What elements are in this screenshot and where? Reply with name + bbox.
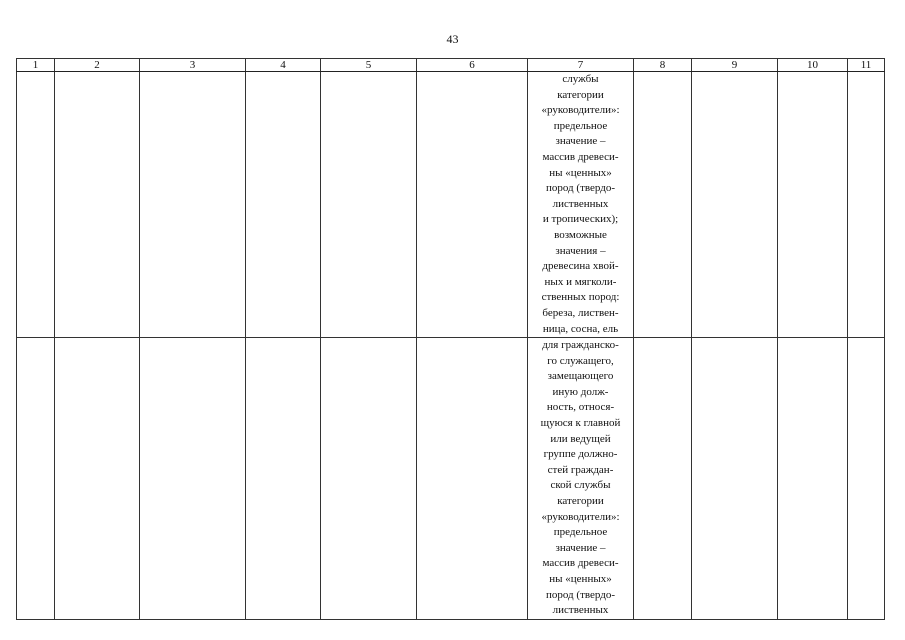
- column-header-11: 11: [848, 59, 885, 72]
- column-header-1: 1: [17, 59, 55, 72]
- specification-table: [16, 58, 885, 620]
- column-header-4: 4: [246, 59, 321, 72]
- page-number: 43: [446, 32, 459, 46]
- cell-text: для гражданско- го служащего, замещающего иную долж- ность, относя- щуюся к главной или ведущей группе должно- стей граждан- ской службы категории «руководители»: предельное значение – массив древеси- ны «ценных» пород (твердо- лиственных: [540, 339, 621, 617]
- table-cell-empty: [140, 338, 246, 620]
- column-header-8: 8: [634, 59, 692, 72]
- column-number-row: [17, 59, 885, 72]
- table-cell-empty: [778, 338, 848, 620]
- column-header-6: 6: [417, 59, 528, 72]
- table-cell-empty: [246, 338, 321, 620]
- table-cell-empty: [417, 72, 528, 338]
- table-cell-col7: [528, 72, 634, 338]
- table-cell-empty: [17, 338, 55, 620]
- cell-text: службы категории «руководители»: предельное значение – массив древеси- ны «ценных» пород (твердо- лиственных и тропических); возможные значения – древесина хвой- ных и мягколи- ственных пород: береза, листвен- ница, сосна, ель: [541, 73, 620, 335]
- table-cell-empty: [55, 338, 140, 620]
- table-cell-empty: [321, 338, 417, 620]
- table-cell-empty: [17, 72, 55, 338]
- table-cell-empty: [634, 338, 692, 620]
- table-cell-empty: [140, 72, 246, 338]
- table-cell-empty: [692, 338, 778, 620]
- column-header-2: 2: [55, 59, 140, 72]
- column-header-5: 5: [321, 59, 417, 72]
- column-header-7: 7: [528, 59, 634, 72]
- column-header-3: 3: [140, 59, 246, 72]
- table-cell-empty: [848, 72, 885, 338]
- column-header-10: 10: [778, 59, 848, 72]
- table-cell-empty: [417, 338, 528, 620]
- table-row: [17, 72, 885, 338]
- table-cell-empty: [692, 72, 778, 338]
- table-cell-empty: [778, 72, 848, 338]
- table-cell-empty: [321, 72, 417, 338]
- table-cell-empty: [634, 72, 692, 338]
- column-header-9: 9: [692, 59, 778, 72]
- table-cell-empty: [55, 72, 140, 338]
- table-cell-empty: [848, 338, 885, 620]
- table-row: [17, 338, 885, 620]
- table-cell-col7: [528, 338, 634, 620]
- table-cell-empty: [246, 72, 321, 338]
